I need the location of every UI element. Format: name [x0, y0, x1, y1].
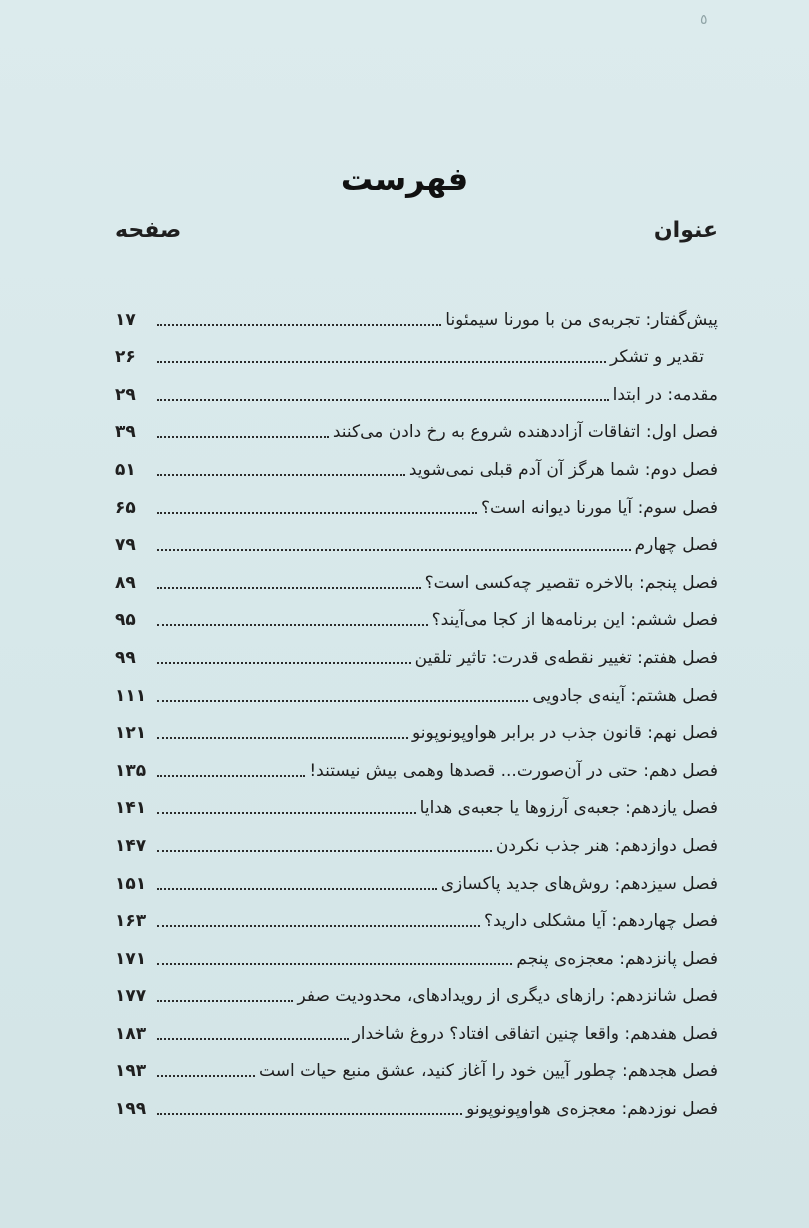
toc-entry-page: ۱۳۵ — [115, 760, 147, 781]
toc-entry — [115, 594, 718, 632]
toc-entry-title: فصل دهم: حتی در آن‌صورت... قصدها وهمی بیش نیستند! — [309, 760, 718, 781]
toc-entry — [115, 1007, 718, 1045]
dot-leader — [157, 700, 528, 702]
toc-entry-title: فصل دوم: شما هرگز آن آدم قبلی نمی‌شوید — [408, 459, 718, 480]
toc-entry — [115, 1045, 718, 1083]
dot-leader — [157, 512, 477, 514]
toc-entry-page: ۱۴۷ — [115, 835, 147, 856]
toc-entry — [115, 556, 718, 594]
toc-entry — [115, 631, 718, 669]
toc-entry — [115, 406, 718, 444]
toc-header — [115, 218, 718, 252]
dot-leader — [157, 436, 329, 438]
toc-entry-page: ۱۵۱ — [115, 873, 147, 894]
table-of-contents — [115, 293, 718, 1120]
toc-entry-page: ۱۷ — [115, 309, 136, 330]
toc-entry-page: ۵۱ — [115, 459, 136, 480]
toc-entry-title: فصل چهارم — [634, 535, 718, 556]
toc-entry-page: ۱۲۱ — [115, 723, 147, 744]
dot-leader — [157, 812, 416, 814]
toc-entry-title: فصل اول: اتفاقات آزاددهنده شروع به رخ دادن می‌کنند — [332, 422, 718, 443]
toc-entry-title: فصل پانزدهم: معجزه‌ی پنجم — [516, 948, 718, 969]
dot-leader — [157, 1113, 462, 1115]
dot-leader — [157, 1075, 255, 1077]
toc-entry-page: ۹۹ — [115, 647, 136, 668]
toc-entry-page: ۱۸۳ — [115, 1023, 147, 1044]
toc-entry-page: ۶۵ — [115, 497, 136, 518]
toc-entry-page: ۱۷۷ — [115, 986, 147, 1007]
toc-entry — [115, 782, 718, 820]
toc-entry-page: ۷۹ — [115, 535, 136, 556]
toc-entry-page: ۱۴۱ — [115, 798, 147, 819]
toc-entry-title: پیش‌گفتار: تجربه‌ی من با مورنا سیمئونا — [445, 309, 718, 330]
dot-leader — [157, 888, 437, 890]
toc-entry-page: ۱۷۱ — [115, 948, 147, 969]
dot-leader — [157, 1000, 293, 1002]
page-title: فهرست — [340, 160, 469, 198]
toc-entry — [115, 744, 718, 782]
dot-leader — [157, 775, 305, 777]
toc-entry-title: فصل پنجم: بالاخره تقصیر چه‌کسی است؟ — [424, 572, 718, 593]
toc-entry-page: ۸۹ — [115, 572, 136, 593]
toc-entry-page: ۲۹ — [115, 384, 136, 405]
dot-leader — [157, 662, 411, 664]
toc-entry-page: ۲۶ — [115, 347, 136, 368]
toc-entry-title: فصل سوم: آیا مورنا دیوانه است؟ — [480, 497, 718, 518]
toc-entry — [115, 819, 718, 857]
dot-leader — [157, 1038, 349, 1040]
toc-entry — [115, 669, 718, 707]
toc-entry-title: فصل هفتم: تغییر نقطه‌ی قدرت: تاثیر تلقین — [414, 647, 718, 668]
toc-entry-title: فصل نوزدهم: معجزه‌ی هواوپونوپونو — [466, 1099, 718, 1120]
toc-entry-title: فصل چهاردهم: آیا مشکلی دارید؟ — [484, 911, 718, 932]
dot-leader — [157, 737, 408, 739]
toc-entry-title: فصل هشتم: آینه‌ی جادویی — [532, 685, 718, 706]
dot-leader — [157, 474, 405, 476]
toc-entry-page: ۱۶۳ — [115, 911, 147, 932]
dot-leader — [157, 963, 512, 965]
toc-entry-page: ۱۱۱ — [115, 685, 147, 706]
toc-entry — [115, 519, 718, 557]
toc-entry — [115, 970, 718, 1008]
toc-entry — [115, 443, 718, 481]
dot-leader — [157, 624, 428, 626]
page-number: ٥ — [700, 12, 708, 28]
dot-leader — [157, 925, 480, 927]
toc-header-title-label: عنوان — [653, 218, 718, 243]
dot-leader — [157, 324, 441, 326]
toc-entry-page: ۱۹۳ — [115, 1061, 147, 1082]
toc-entry — [115, 1082, 718, 1120]
toc-entry — [115, 293, 718, 331]
toc-entry-page: ۳۹ — [115, 422, 136, 443]
toc-header-page-label: صفحه — [115, 218, 182, 243]
toc-entry-title: فصل یازدهم: جعبه‌ی آرزوها یا جعبه‌ی هدایا — [419, 798, 718, 819]
toc-entry-page: ۱۹۹ — [115, 1099, 147, 1120]
toc-entry-title: فصل هفدهم: واقعا چنین اتفاقی افتاد؟ دروغ شاخدار — [352, 1023, 718, 1044]
toc-entry-title: فصل سیزدهم: روش‌های جدید پاکسازی — [440, 873, 718, 894]
toc-entry — [115, 895, 718, 933]
toc-entry — [115, 707, 718, 745]
toc-entry-title: فصل نهم: قانون جذب در برابر هواوپونوپونو — [412, 723, 718, 744]
toc-entry-title: فصل ششم: این برنامه‌ها از کجا می‌آیند؟ — [431, 610, 718, 631]
toc-entry — [115, 857, 718, 895]
dot-leader — [157, 399, 609, 401]
toc-entry-title: فصل شانزدهم: رازهای دیگری از رویدادهای، محدودیت صفر — [297, 986, 718, 1007]
toc-entry-title: تقدیر و تشکر — [609, 347, 704, 368]
dot-leader — [157, 549, 631, 551]
toc-entry — [115, 481, 718, 519]
toc-entry — [115, 331, 718, 369]
dot-leader — [157, 850, 492, 852]
toc-entry-title: فصل دوازدهم: هنر جذب نکردن — [495, 835, 718, 856]
toc-entry-title: مقدمه: در ابتدا — [612, 384, 718, 405]
dot-leader — [157, 361, 606, 363]
toc-entry-page: ۹۵ — [115, 610, 136, 631]
toc-entry-title: فصل هجدهم: چطور آیین خود را آغاز کنید، عشق منبع حیات است — [259, 1061, 718, 1082]
toc-entry — [115, 932, 718, 970]
toc-entry — [115, 368, 718, 406]
dot-leader — [157, 587, 421, 589]
